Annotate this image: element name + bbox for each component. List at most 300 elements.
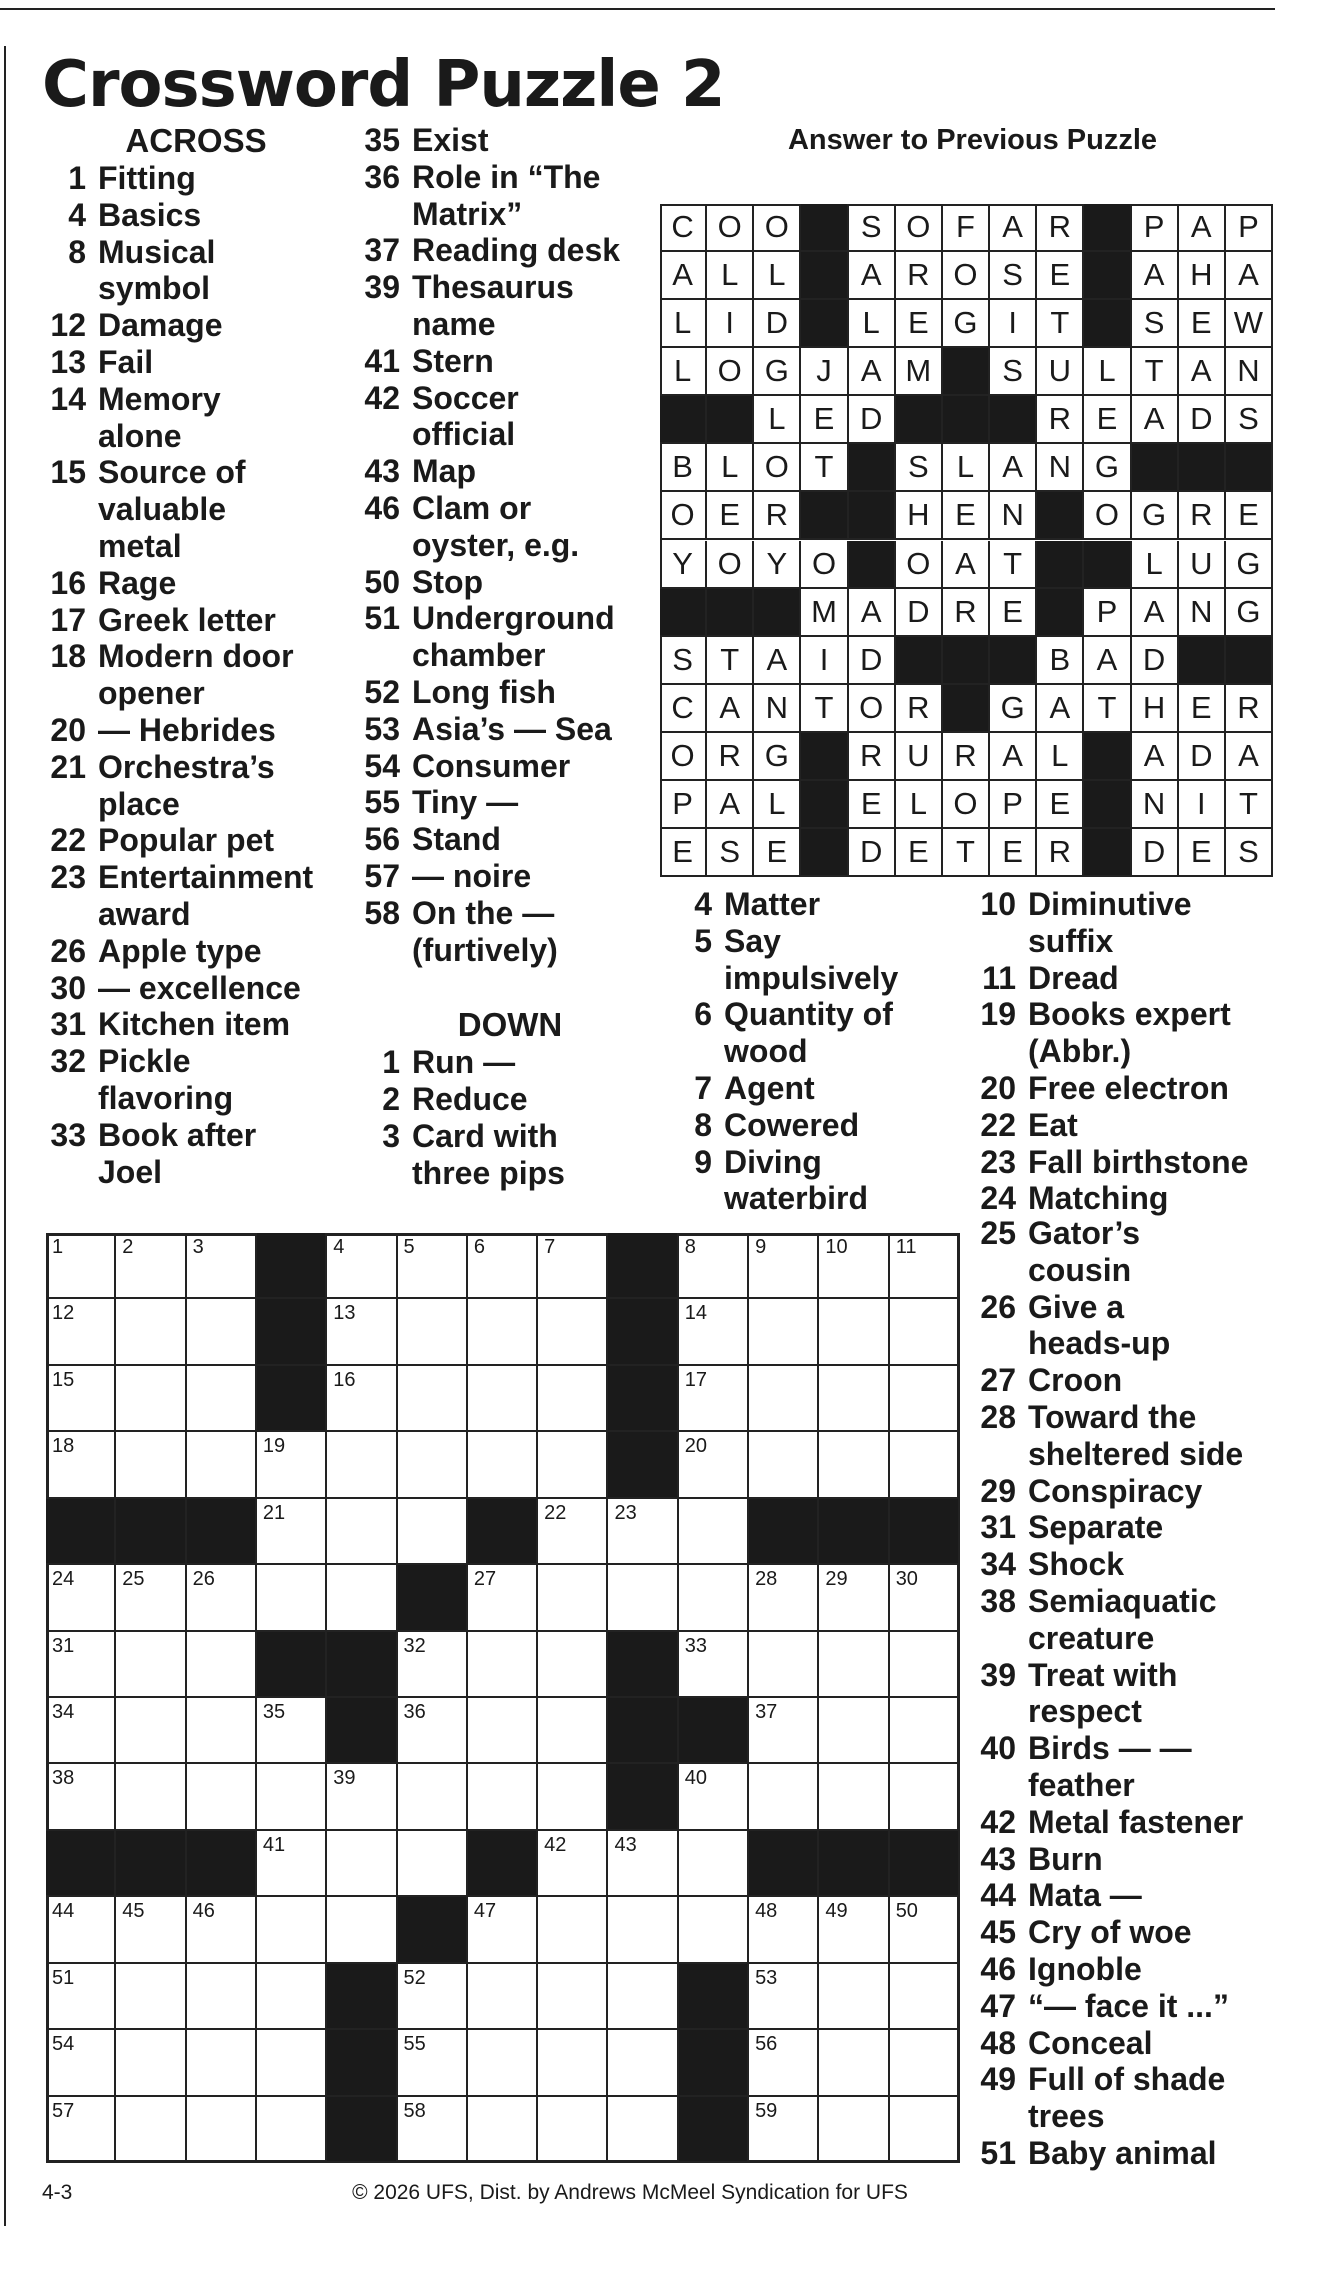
grid-cell[interactable] <box>819 2097 889 2163</box>
answer-letter: A <box>707 781 754 829</box>
grid-cell[interactable] <box>679 1831 749 1897</box>
grid-cell[interactable] <box>187 2097 257 2163</box>
answer-letter: O <box>896 541 943 589</box>
clue-14 <box>46 381 346 455</box>
grid-black-square <box>679 1698 749 1764</box>
grid-cell[interactable] <box>749 1366 819 1432</box>
clue-text <box>400 1118 565 1192</box>
clue-number: 17 <box>50 601 86 638</box>
clue-number: 37 <box>364 232 400 269</box>
grid-cell[interactable] <box>468 1964 538 2030</box>
answer-letter: T <box>943 829 990 877</box>
clue-line: Ignoble <box>1028 1950 1142 1987</box>
grid-cell[interactable] <box>46 1299 116 1365</box>
grid-cell[interactable] <box>538 2030 608 2096</box>
clue-line: Books expert <box>1028 996 1231 1033</box>
grid-black-square <box>398 1897 468 1963</box>
clue-number: 10 <box>980 886 1016 922</box>
clue-line: Card with <box>412 1117 558 1154</box>
clue-number: 31 <box>980 1509 1016 1546</box>
grid-cell[interactable] <box>890 1366 960 1432</box>
grid-cell[interactable] <box>679 1632 749 1698</box>
grid-cell[interactable] <box>257 1964 327 2030</box>
clue-line: Role in “The <box>412 158 601 195</box>
clue-line: Conspiracy <box>1028 1472 1203 1509</box>
grid-cell[interactable] <box>538 1432 608 1498</box>
clue-number: 6 <box>694 996 712 1033</box>
clue-text <box>1016 1473 1202 1510</box>
crossword-grid[interactable] <box>46 1233 960 2163</box>
previous-answer-grid <box>660 204 1273 877</box>
clue-text <box>1016 1180 1168 1217</box>
grid-cell[interactable] <box>890 1897 960 1963</box>
grid-cell[interactable] <box>257 2030 327 2096</box>
grid-cell[interactable] <box>749 1432 819 1498</box>
clue-text <box>86 1117 256 1191</box>
grid-cell[interactable] <box>116 1565 186 1631</box>
grid-cell[interactable] <box>46 2097 116 2163</box>
clue-line: wood <box>724 1033 808 1070</box>
grid-cell[interactable] <box>187 1698 257 1764</box>
grid-cell[interactable] <box>398 1499 468 1565</box>
clue-line: Diminutive <box>1028 886 1192 922</box>
grid-cell[interactable] <box>890 1632 960 1698</box>
answer-letter: E <box>707 492 754 540</box>
grid-cell[interactable] <box>538 1897 608 1963</box>
grid-cell[interactable] <box>327 1299 397 1365</box>
clue-10 <box>976 886 1306 960</box>
grid-cell[interactable] <box>749 1233 819 1299</box>
grid-cell[interactable] <box>468 1897 538 1963</box>
grid-cell[interactable] <box>116 2097 186 2163</box>
grid-cell[interactable] <box>679 1366 749 1432</box>
clue-number: 50 <box>364 563 400 600</box>
cell-number: 55 <box>403 2033 426 2056</box>
grid-cell[interactable] <box>538 2097 608 2163</box>
grid-cell[interactable] <box>749 1565 819 1631</box>
answer-letter: L <box>707 252 754 300</box>
grid-cell[interactable] <box>468 1565 538 1631</box>
grid-cell[interactable] <box>116 1632 186 1698</box>
answer-letter: S <box>849 204 896 252</box>
clue-line: Diving <box>724 1143 822 1180</box>
grid-cell[interactable] <box>538 1565 608 1631</box>
clue-41 <box>360 343 660 380</box>
grid-cell[interactable] <box>398 1233 468 1299</box>
clue-text <box>86 454 246 564</box>
clue-text <box>86 234 215 308</box>
answer-letter: E <box>1226 492 1273 540</box>
grid-cell[interactable] <box>679 1897 749 1963</box>
grid-cell[interactable] <box>327 1366 397 1432</box>
grid-cell[interactable] <box>468 2030 538 2096</box>
grid-cell[interactable] <box>327 1499 397 1565</box>
grid-cell[interactable] <box>46 1964 116 2030</box>
answer-letter: D <box>754 300 801 348</box>
grid-cell[interactable] <box>608 2097 678 2163</box>
grid-cell[interactable] <box>468 1432 538 1498</box>
answer-letter: E <box>801 396 848 444</box>
grid-cell[interactable] <box>819 1698 889 1764</box>
grid-cell[interactable] <box>679 1233 749 1299</box>
answer-letter: S <box>660 637 707 685</box>
grid-cell[interactable] <box>46 2030 116 2096</box>
answer-letter: T <box>1132 348 1179 396</box>
clue-24 <box>976 1180 1306 1217</box>
clue-text <box>86 602 276 639</box>
clue-line: impulsively <box>724 959 899 996</box>
clue-number: 22 <box>980 1106 1016 1143</box>
grid-black-square <box>679 2030 749 2096</box>
grid-cell[interactable] <box>116 1764 186 1830</box>
grid-cell[interactable] <box>187 2030 257 2096</box>
answer-letter: A <box>1179 348 1226 396</box>
grid-cell[interactable] <box>538 1831 608 1897</box>
grid-cell[interactable] <box>538 1366 608 1432</box>
grid-cell[interactable] <box>46 1632 116 1698</box>
grid-cell[interactable] <box>327 1432 397 1498</box>
grid-black-square <box>608 1233 678 1299</box>
grid-cell[interactable] <box>257 2097 327 2163</box>
clue-line: Separate <box>1028 1509 1164 1546</box>
clue-43 <box>976 1841 1306 1878</box>
grid-cell[interactable] <box>538 1964 608 2030</box>
grid-cell[interactable] <box>538 1499 608 1565</box>
grid-cell[interactable] <box>749 1897 819 1963</box>
grid-cell[interactable] <box>819 1897 889 1963</box>
grid-cell[interactable] <box>257 1698 327 1764</box>
clue-20 <box>46 712 346 749</box>
grid-cell[interactable] <box>187 1897 257 1963</box>
clue-line: Fitting <box>98 160 196 196</box>
grid-cell[interactable] <box>257 1897 327 1963</box>
grid-cell[interactable] <box>116 1897 186 1963</box>
answer-black-square <box>896 396 943 444</box>
grid-cell[interactable] <box>608 1964 678 2030</box>
grid-cell[interactable] <box>890 1565 960 1631</box>
grid-cell[interactable] <box>257 1831 327 1897</box>
grid-cell[interactable] <box>46 1897 116 1963</box>
grid-cell[interactable] <box>890 1299 960 1365</box>
clue-number: 33 <box>50 1116 86 1153</box>
grid-cell[interactable] <box>116 2030 186 2096</box>
grid-cell[interactable] <box>468 1764 538 1830</box>
grid-cell[interactable] <box>257 1432 327 1498</box>
grid-cell[interactable] <box>890 1698 960 1764</box>
clue-line: Book after <box>98 1116 257 1153</box>
grid-cell[interactable] <box>46 1432 116 1498</box>
grid-cell[interactable] <box>749 1632 819 1698</box>
clue-11 <box>976 960 1306 997</box>
cell-number: 50 <box>895 1900 918 1923</box>
grid-cell[interactable] <box>819 1964 889 2030</box>
clue-line: Matrix” <box>412 195 523 232</box>
answer-letter: O <box>849 685 896 733</box>
cell-number: 49 <box>825 1900 848 1923</box>
answer-letter: D <box>849 829 896 877</box>
clue-number: 41 <box>364 342 400 379</box>
clue-3 <box>360 1118 660 1192</box>
grid-cell[interactable] <box>257 1764 327 1830</box>
clue-line: Fall birthstone <box>1028 1143 1249 1180</box>
grid-cell[interactable] <box>327 1897 397 1963</box>
answer-letter: N <box>1179 589 1226 637</box>
grid-cell[interactable] <box>398 1698 468 1764</box>
grid-cell[interactable] <box>819 1299 889 1365</box>
clue-line: oyster, e.g. <box>412 526 580 563</box>
answer-black-square <box>801 829 848 877</box>
grid-cell[interactable] <box>46 1565 116 1631</box>
clue-text <box>86 1043 233 1117</box>
grid-cell[interactable] <box>327 1764 397 1830</box>
answer-letter: O <box>707 541 754 589</box>
grid-black-square <box>679 2097 749 2163</box>
grid-cell[interactable] <box>468 1632 538 1698</box>
down-clue-list <box>360 1044 660 1191</box>
grid-cell[interactable] <box>468 2097 538 2163</box>
clue-number: 2 <box>382 1081 400 1118</box>
clue-line: sheltered side <box>1028 1435 1244 1472</box>
grid-cell[interactable] <box>327 1565 397 1631</box>
clue-text <box>1016 1362 1122 1399</box>
grid-cell[interactable] <box>468 1366 538 1432</box>
answer-letter: I <box>990 300 1037 348</box>
clue-line: alone <box>98 417 182 454</box>
clue-number: 11 <box>982 959 1016 996</box>
grid-cell[interactable] <box>398 1632 468 1698</box>
answer-letter: S <box>707 829 754 877</box>
clue-18 <box>46 638 346 712</box>
grid-cell[interactable] <box>608 1565 678 1631</box>
clue-line: waterbird <box>724 1180 869 1217</box>
answer-letter: E <box>1179 300 1226 348</box>
clue-text <box>86 565 176 602</box>
answer-letter: Y <box>660 541 707 589</box>
clue-56 <box>360 821 660 858</box>
grid-cell[interactable] <box>679 1499 749 1565</box>
clue-text <box>1016 1804 1243 1841</box>
grid-cell[interactable] <box>398 1432 468 1498</box>
grid-cell[interactable] <box>679 1764 749 1830</box>
grid-cell[interactable] <box>890 1964 960 2030</box>
answer-letter: I <box>801 637 848 685</box>
answer-letter: A <box>707 685 754 733</box>
grid-black-square <box>327 2097 397 2163</box>
grid-cell[interactable] <box>398 1764 468 1830</box>
grid-cell[interactable] <box>819 1565 889 1631</box>
grid-cell[interactable] <box>538 1632 608 1698</box>
clue-text <box>712 1070 815 1107</box>
grid-cell[interactable] <box>398 2097 468 2163</box>
grid-cell[interactable] <box>398 1366 468 1432</box>
cell-number: 4 <box>333 1236 345 1258</box>
clue-number: 5 <box>694 922 712 959</box>
grid-cell[interactable] <box>116 1233 186 1299</box>
grid-cell[interactable] <box>749 1764 819 1830</box>
grid-cell[interactable] <box>890 2030 960 2096</box>
grid-cell[interactable] <box>538 1764 608 1830</box>
clue-37 <box>360 232 660 269</box>
answer-letter: L <box>754 252 801 300</box>
clue-text <box>712 1107 859 1144</box>
grid-cell[interactable] <box>749 2030 819 2096</box>
grid-cell[interactable] <box>468 1233 538 1299</box>
answer-letter: O <box>754 204 801 252</box>
grid-black-square <box>608 1764 678 1830</box>
grid-cell[interactable] <box>257 1565 327 1631</box>
grid-cell[interactable] <box>890 2097 960 2163</box>
grid-cell[interactable] <box>327 1233 397 1299</box>
answer-letter: O <box>707 204 754 252</box>
grid-cell[interactable] <box>819 2030 889 2096</box>
clue-line: Dread <box>1028 959 1119 996</box>
answer-letter: P <box>1132 204 1179 252</box>
grid-cell[interactable] <box>116 1964 186 2030</box>
grid-cell[interactable] <box>608 1499 678 1565</box>
answer-letter: B <box>1037 637 1084 685</box>
grid-cell[interactable] <box>46 1698 116 1764</box>
grid-cell[interactable] <box>46 1764 116 1830</box>
grid-cell[interactable] <box>538 1299 608 1365</box>
clue-line: Memory <box>98 380 221 417</box>
grid-cell[interactable] <box>819 1764 889 1830</box>
cell-number: 43 <box>614 1833 637 1856</box>
clue-7 <box>672 1070 972 1107</box>
clue-text <box>1016 1546 1124 1583</box>
grid-cell[interactable] <box>187 1764 257 1830</box>
answer-letter: A <box>849 252 896 300</box>
grid-cell[interactable] <box>890 1233 960 1299</box>
grid-cell[interactable] <box>608 1831 678 1897</box>
clue-number: 55 <box>364 784 400 821</box>
cell-number: 45 <box>122 1900 145 1923</box>
clue-number: 32 <box>50 1043 86 1080</box>
cell-number: 3 <box>192 1236 204 1258</box>
grid-cell[interactable] <box>116 1432 186 1498</box>
clue-text <box>1016 1988 1229 2025</box>
grid-cell[interactable] <box>398 1964 468 2030</box>
grid-cell[interactable] <box>468 1299 538 1365</box>
grid-cell[interactable] <box>890 1764 960 1830</box>
grid-cell[interactable] <box>116 1299 186 1365</box>
clue-line: opener <box>98 675 205 712</box>
cell-number: 19 <box>262 1435 286 1458</box>
clue-text <box>400 748 570 785</box>
clue-line: suffix <box>1028 922 1114 959</box>
clue-number: 43 <box>980 1840 1016 1877</box>
answer-letter: O <box>943 781 990 829</box>
cell-number: 48 <box>755 1900 778 1923</box>
answer-letter: A <box>849 589 896 637</box>
cell-number: 2 <box>122 1236 134 1258</box>
clue-line: Semiaquatic <box>1028 1582 1217 1619</box>
grid-cell[interactable] <box>749 1964 819 2030</box>
grid-cell[interactable] <box>608 2030 678 2096</box>
grid-cell[interactable] <box>749 1698 819 1764</box>
grid-cell[interactable] <box>187 1565 257 1631</box>
down-clue-list-continued <box>672 886 972 1217</box>
clue-line: Reduce <box>412 1081 528 1118</box>
grid-cell[interactable] <box>890 1432 960 1498</box>
grid-cell[interactable] <box>187 1432 257 1498</box>
grid-cell[interactable] <box>538 1233 608 1299</box>
answer-black-square <box>707 396 754 444</box>
clue-42 <box>360 380 660 454</box>
clue-text <box>400 895 558 969</box>
answer-letter: E <box>896 300 943 348</box>
grid-cell[interactable] <box>187 1632 257 1698</box>
grid-cell[interactable] <box>468 1698 538 1764</box>
grid-cell[interactable] <box>679 1299 749 1365</box>
clue-26 <box>976 1289 1306 1363</box>
grid-cell[interactable] <box>46 1233 116 1299</box>
grid-cell[interactable] <box>679 1432 749 1498</box>
grid-cell[interactable] <box>819 1432 889 1498</box>
grid-cell[interactable] <box>116 1366 186 1432</box>
grid-cell[interactable] <box>608 1897 678 1963</box>
clue-52 <box>360 674 660 711</box>
grid-cell[interactable] <box>398 1299 468 1365</box>
grid-cell[interactable] <box>187 1233 257 1299</box>
grid-cell[interactable] <box>398 2030 468 2096</box>
grid-cell[interactable] <box>819 1366 889 1432</box>
clue-line: respect <box>1028 1693 1142 1730</box>
clue-number: 27 <box>980 1362 1016 1399</box>
answer-letter: S <box>1226 829 1273 877</box>
clue-line: Modern door <box>98 638 294 675</box>
grid-cell[interactable] <box>187 1964 257 2030</box>
answer-letter: R <box>943 589 990 637</box>
grid-cell[interactable] <box>819 1233 889 1299</box>
clue-31 <box>46 1006 346 1043</box>
cell-number: 1 <box>52 1236 64 1258</box>
clue-number: 58 <box>364 894 400 931</box>
answer-letter: A <box>1226 733 1273 781</box>
cell-number: 20 <box>684 1435 708 1458</box>
answer-black-square <box>1226 637 1273 685</box>
grid-cell[interactable] <box>398 1831 468 1897</box>
cell-number: 12 <box>52 1302 75 1325</box>
answer-letter: E <box>990 589 1037 637</box>
grid-black-square <box>116 1499 186 1565</box>
grid-cell[interactable] <box>257 1499 327 1565</box>
grid-cell[interactable] <box>187 1366 257 1432</box>
grid-cell[interactable] <box>819 1632 889 1698</box>
clue-40 <box>976 1730 1306 1804</box>
answer-letter: A <box>1037 685 1084 733</box>
grid-cell[interactable] <box>538 1698 608 1764</box>
answer-letter: L <box>660 300 707 348</box>
grid-cell[interactable] <box>46 1366 116 1432</box>
clue-line: Matching <box>1028 1180 1169 1217</box>
grid-cell[interactable] <box>749 1299 819 1365</box>
answer-letter: E <box>754 829 801 877</box>
clue-number: 13 <box>50 343 86 380</box>
clue-49 <box>976 2061 1306 2135</box>
clue-line: symbol <box>98 270 211 307</box>
grid-cell[interactable] <box>327 1831 397 1897</box>
clue-line: Eat <box>1028 1106 1078 1143</box>
answer-letter: N <box>990 492 1037 540</box>
grid-cell[interactable] <box>187 1299 257 1365</box>
clue-line: official <box>412 416 516 453</box>
clue-number: 14 <box>50 380 86 417</box>
clue-number: 46 <box>364 489 400 526</box>
clue-text <box>400 1081 528 1118</box>
grid-cell[interactable] <box>749 2097 819 2163</box>
grid-cell[interactable] <box>116 1698 186 1764</box>
grid-cell[interactable] <box>679 1565 749 1631</box>
